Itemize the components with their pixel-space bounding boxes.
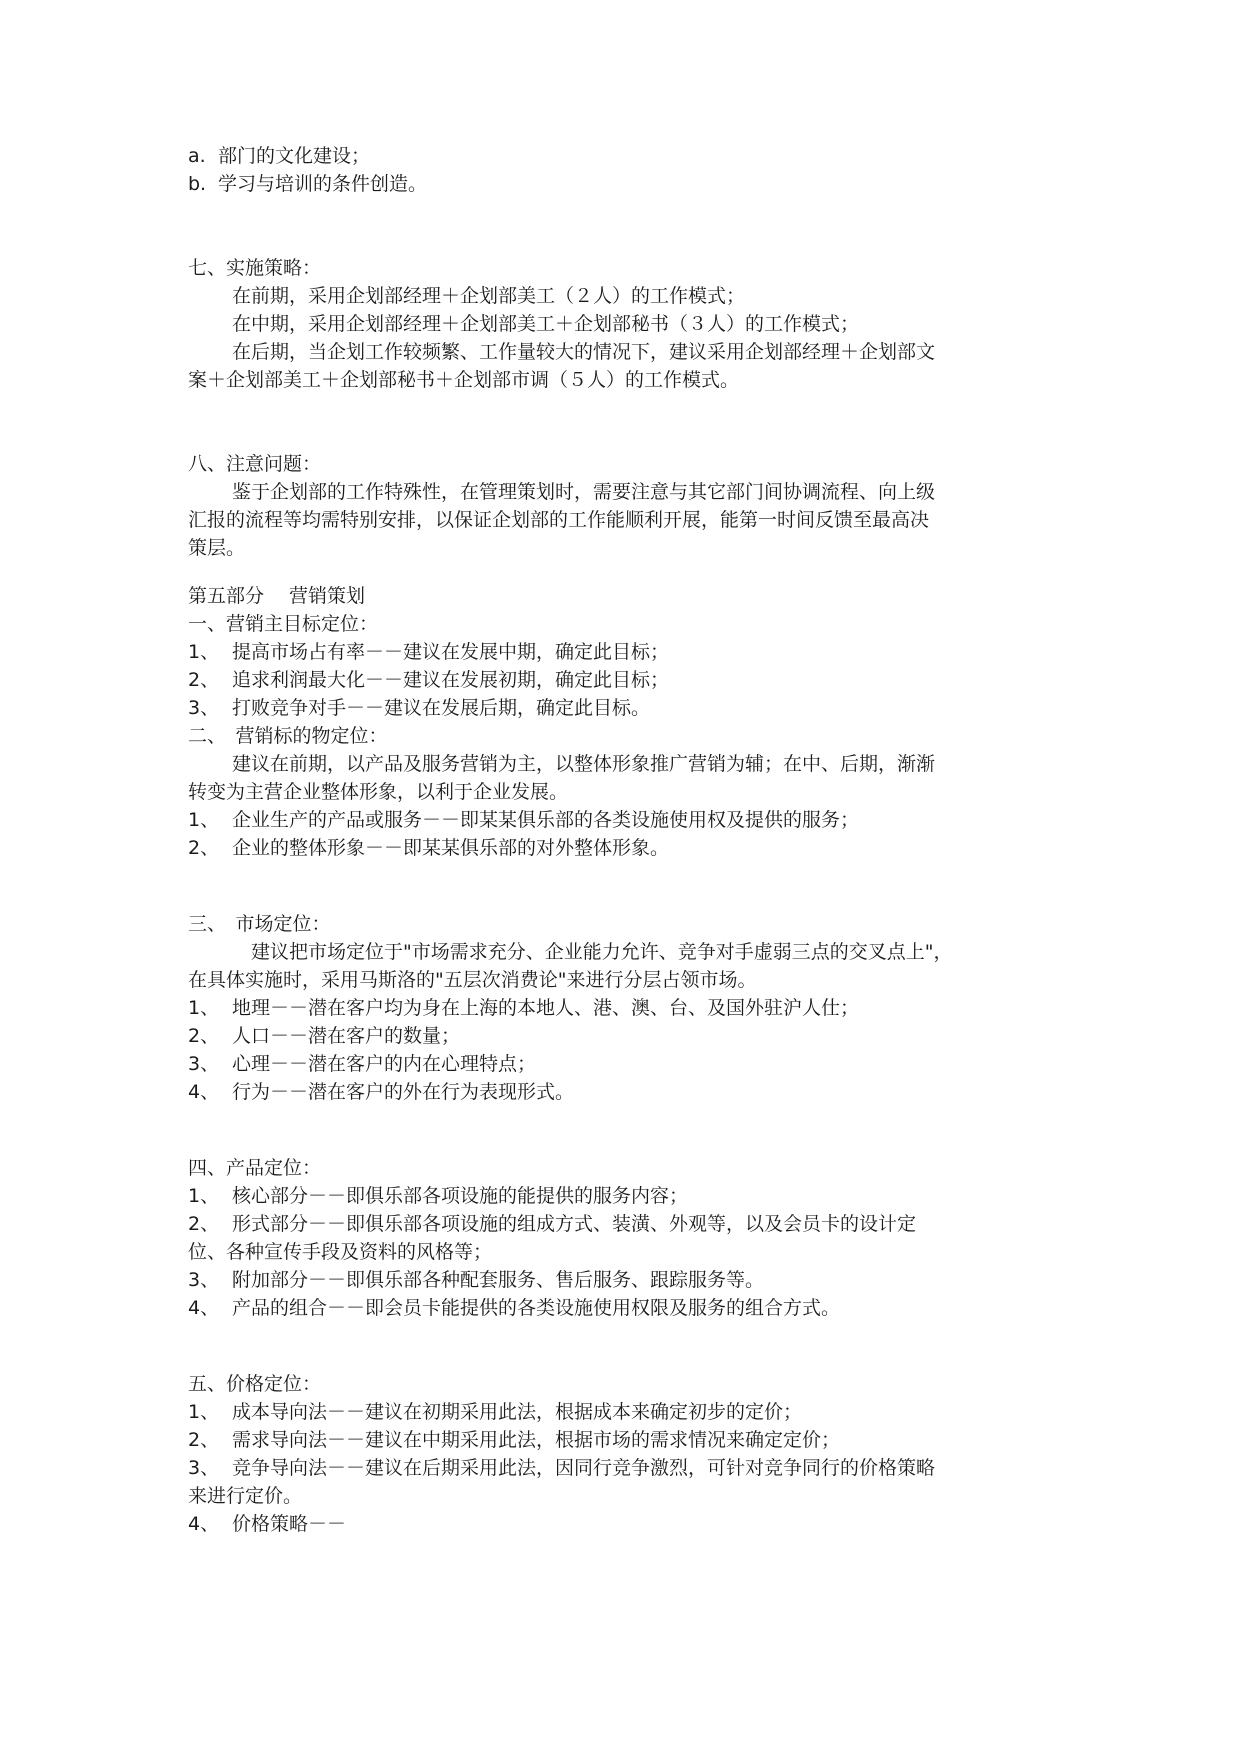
list-marker: b.: [188, 173, 207, 195]
list-number: 1、: [188, 809, 220, 831]
spacer: [188, 394, 1048, 450]
paragraph-line: 鉴于企划部的工作特殊性，在管理策划时，需要注意与其它部门间协调流程、向上级: [232, 481, 936, 503]
list-text: 打败竞争对手－－建议在发展后期，确定此目标。: [232, 697, 651, 719]
paragraph-line: 策层。: [188, 537, 246, 559]
list-item: [188, 994, 1048, 1022]
list-text: 学习与培训的条件创造。: [218, 173, 428, 195]
list-text: 成本导向法－－建议在初期采用此法，根据成本来确定初步的定价；: [232, 1401, 803, 1423]
list-number: 2、: [188, 1025, 220, 1047]
list-text: 心理－－潜在客户的内在心理特点；: [232, 1053, 537, 1075]
spacer: [188, 862, 1048, 910]
list-number: 3、: [188, 1457, 220, 1479]
list-item: [188, 1398, 1048, 1426]
list-text: 企业生产的产品或服务－－即某某俱乐部的各类设施使用权及提供的服务；: [232, 809, 860, 831]
list-number: 2、: [188, 837, 220, 859]
list-number: 1、: [188, 1185, 220, 1207]
list-number: 2、: [188, 1429, 220, 1451]
list-item-continuation: 来进行定价。: [188, 1485, 303, 1507]
list-item-a: [188, 142, 1048, 170]
paragraph-line: 转变为主营企业整体形象，以利于企业发展。: [188, 781, 569, 803]
list-number: 2、: [188, 1213, 220, 1235]
list-text: 企业的整体形象－－即某某俱乐部的对外整体形象。: [232, 837, 670, 859]
spacer: [188, 1106, 1048, 1154]
list-item-continuation: 位、各种宣传手段及资料的风格等；: [188, 1241, 493, 1263]
section-heading-3: 三、 市场定位：: [188, 913, 331, 935]
list-item: [188, 806, 1048, 834]
list-number: 4、: [188, 1513, 220, 1535]
paragraph-line: 汇报的流程等均需特别安排，以保证企划部的工作能顺利开展，能第一时间反馈至最高决: [188, 509, 930, 531]
list-text: 附加部分－－即俱乐部各种配套服务、售后服务、跟踪服务等。: [232, 1269, 765, 1291]
section-heading-8: 八、注意问题：: [188, 453, 322, 475]
list-marker: a.: [188, 145, 206, 167]
spacer: [188, 562, 1048, 582]
paragraph-line: 在中期，采用企划部经理＋企划部美工＋企划部秘书（３人）的工作模式；: [232, 313, 860, 335]
list-item: [188, 1210, 1048, 1238]
list-text: 价格策略－－: [232, 1513, 347, 1535]
list-text: 形式部分－－即俱乐部各项设施的组成方式、装潢、外观等，以及会员卡的设计定: [232, 1213, 917, 1235]
list-item: [188, 1022, 1048, 1050]
list-item: [188, 834, 1048, 862]
paragraph-line: 在后期，当企划工作较频繁、工作量较大的情况下，建议采用企划部经理＋企划部文: [232, 341, 936, 363]
paragraph-line: 在具体实施时，采用马斯洛的"五层次消费论"来进行分层占领市场。: [188, 969, 757, 991]
list-text: 部门的文化建设；: [218, 145, 371, 167]
list-number: 2、: [188, 669, 220, 691]
list-text: 竞争导向法－－建议在后期采用此法，因同行竞争激烈，可针对竞争同行的价格策略: [232, 1457, 936, 1479]
part-title: 第五部分 营销策划: [188, 585, 366, 607]
list-item: [188, 1266, 1048, 1294]
list-number: 3、: [188, 1269, 220, 1291]
list-item: [188, 1294, 1048, 1322]
section-heading-5: 五、价格定位：: [188, 1373, 322, 1395]
section-heading-2: 二、 营销标的物定位：: [188, 725, 388, 747]
list-number: 4、: [188, 1081, 220, 1103]
paragraph-line: 建议把市场定位于"市场需求充分、企业能力允许、竞争对手虚弱三点的交叉点上"，: [232, 941, 953, 963]
section-heading-7: 七、实施策略：: [188, 257, 322, 279]
list-number: 1、: [188, 641, 220, 663]
list-text: 追求利润最大化－－建议在发展初期，确定此目标；: [232, 669, 670, 691]
list-text: 人口－－潜在客户的数量；: [232, 1025, 461, 1047]
section-heading-4: 四、产品定位：: [188, 1157, 322, 1179]
list-item: [188, 638, 1048, 666]
list-number: 3、: [188, 697, 220, 719]
paragraph-line: 建议在前期，以产品及服务营销为主，以整体形象推广营销为辅；在中、后期，渐渐: [232, 753, 936, 775]
section-heading-1: 一、营销主目标定位：: [188, 613, 379, 635]
list-item: [188, 666, 1048, 694]
list-item: [188, 1510, 1048, 1538]
list-item: [188, 1454, 1048, 1482]
list-item: [188, 1078, 1048, 1106]
list-item: [188, 1182, 1048, 1210]
paragraph-line: 案＋企划部美工＋企划部秘书＋企划部市调（５人）的工作模式。: [188, 369, 740, 391]
list-text: 地理－－潜在客户均为身在上海的本地人、港、澳、台、及国外驻沪人仕；: [232, 997, 860, 1019]
document-page: [188, 142, 1048, 1538]
list-number: 1、: [188, 997, 220, 1019]
list-item-b: [188, 170, 1048, 198]
list-text: 提高市场占有率－－建议在发展中期，确定此目标；: [232, 641, 670, 663]
list-text: 产品的组合－－即会员卡能提供的各类设施使用权限及服务的组合方式。: [232, 1297, 841, 1319]
paragraph-line: 在前期，采用企划部经理＋企划部美工（２人）的工作模式；: [232, 285, 746, 307]
spacer: [188, 198, 1048, 254]
list-number: 4、: [188, 1297, 220, 1319]
list-number: 3、: [188, 1053, 220, 1075]
list-item: [188, 694, 1048, 722]
list-item: [188, 1426, 1048, 1454]
list-number: 1、: [188, 1401, 220, 1423]
list-text: 行为－－潜在客户的外在行为表现形式。: [232, 1081, 575, 1103]
list-text: 需求导向法－－建议在中期采用此法，根据市场的需求情况来确定定价；: [232, 1429, 841, 1451]
spacer: [188, 1322, 1048, 1370]
list-item: [188, 1050, 1048, 1078]
list-text: 核心部分－－即俱乐部各项设施的能提供的服务内容；: [232, 1185, 689, 1207]
